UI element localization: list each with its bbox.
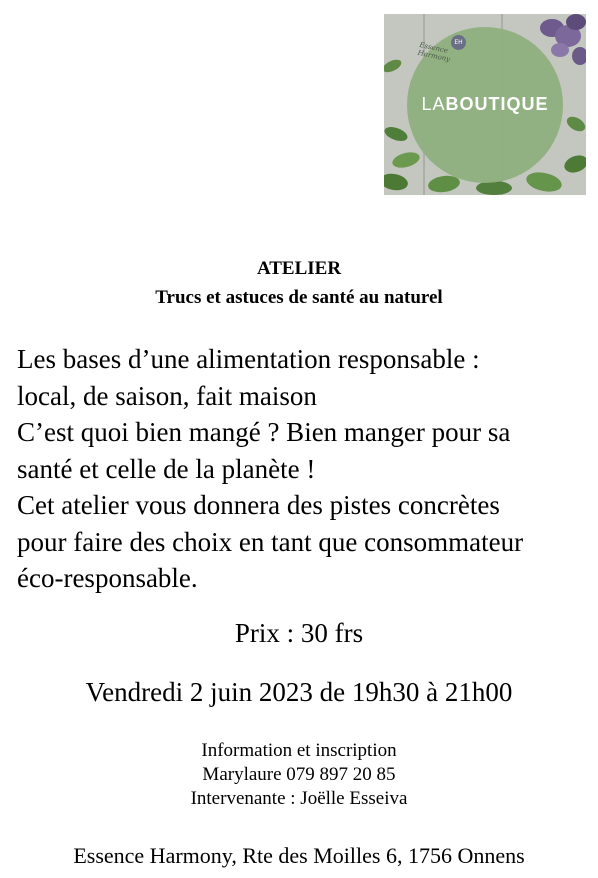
brand-badge-icon: EH bbox=[451, 35, 466, 50]
brand-script: Essence Harmony bbox=[416, 40, 451, 64]
boutique-logo bbox=[384, 14, 586, 195]
description-line: santé et celle de la planète ! bbox=[17, 453, 316, 484]
description-line: C’est quoi bien mangé ? Bien manger pour sa bbox=[17, 417, 511, 447]
description-line: Les bases d’une alimentation responsable : bbox=[17, 344, 480, 374]
description-line: local, de saison, fait maison bbox=[17, 380, 317, 411]
logo-title-light: LA bbox=[421, 94, 446, 114]
logo-title-strong: BOUTIQUE bbox=[445, 94, 549, 114]
description-line: éco-responsable. bbox=[17, 563, 198, 593]
description bbox=[17, 341, 592, 597]
contact-info bbox=[0, 739, 598, 811]
event-date: Vendredi 2 juin 2023 de 19h30 à 21h00 bbox=[85, 677, 513, 707]
page-title: ATELIER bbox=[256, 258, 342, 279]
price: Prix : 30 frs bbox=[234, 618, 364, 648]
info-heading: Information et inscription bbox=[201, 740, 397, 761]
description-line: Cet atelier vous donnera des pistes concrètes bbox=[17, 490, 500, 520]
page-subtitle: Trucs et astuces de santé au naturel bbox=[155, 287, 443, 308]
description-line: pour faire des choix en tant que consommateur bbox=[17, 526, 524, 557]
speaker: Intervenante : Joëlle Esseiva bbox=[190, 788, 408, 809]
contact-phone: Marylaure 079 897 20 85 bbox=[202, 764, 396, 785]
logo-title bbox=[384, 94, 586, 115]
address: Essence Harmony, Rte des Moilles 6, 1756 Onnens bbox=[73, 843, 525, 868]
